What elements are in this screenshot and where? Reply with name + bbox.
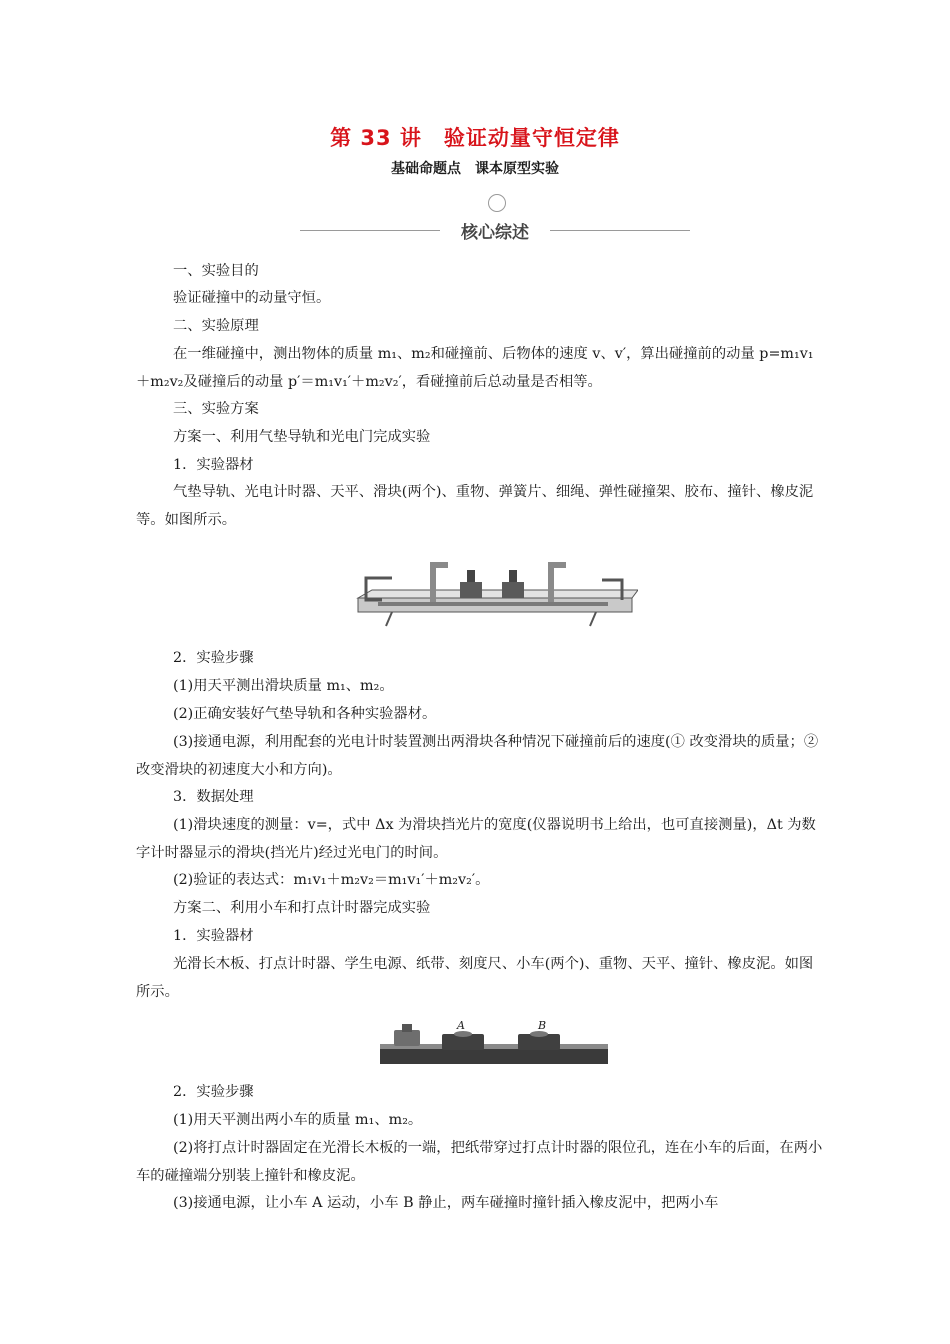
paragraph: 方案一、利用气垫导轨和光电门完成实验 <box>173 429 431 445</box>
step-item: (2)将打点计时器固定在光滑长木板的一端，把纸带穿过打点计时器的限位孔，连在小车的后面，在两小车的碰撞端分别装上撞针和橡皮泥。 <box>136 1140 823 1184</box>
cart-b-label: B <box>538 1019 547 1032</box>
divider-right <box>550 230 690 231</box>
section-label: 核心综述 <box>461 223 529 243</box>
heading-data: 3．数据处理 <box>173 789 254 805</box>
paragraph: 验证碰撞中的动量守恒。 <box>173 290 331 306</box>
step-item: (3)接通电源，让小车 A 运动，小车 B 静止，两车碰撞时撞针插入橡皮泥中，把两小车 <box>173 1195 719 1211</box>
step-item: (1)用天平测出两小车的质量 m₁、m₂。 <box>173 1112 423 1128</box>
air-track-figure <box>352 560 638 632</box>
heading-principle: 二、实验原理 <box>173 318 259 334</box>
paragraph: 光滑长木板、打点计时器、学生电源、纸带、刻度尺、小车(两个)、重物、天平、撞针、橡皮泥。如图所示。 <box>136 956 814 1000</box>
heading-steps: 2．实验步骤 <box>173 1084 254 1100</box>
cart-a-label: A <box>457 1019 465 1032</box>
paper-plane-icon <box>488 194 506 212</box>
paragraph: 方案二、利用小车和打点计时器完成实验 <box>173 900 431 916</box>
heading-purpose: 一、实验目的 <box>173 263 259 279</box>
cart-figure <box>380 1018 608 1066</box>
section-header <box>300 212 690 246</box>
paragraph: (2)验证的表达式：m₁v₁＋m₂v₂＝m₁v₁′＋m₂v₂′。 <box>173 872 490 888</box>
heading-steps: 2．实验步骤 <box>173 650 254 666</box>
step-item: (3)接通电源，利用配套的光电计时装置测出两滑块各种情况下碰撞前后的速度(① 改变滑块的质量；②改变滑块的初速度大小和方向)。 <box>136 734 819 778</box>
page-title: 第 33 讲 验证动量守恒定律 <box>330 126 620 150</box>
step-item: (2)正确安装好气垫导轨和各种实验器材。 <box>173 706 437 722</box>
heading-materials: 1．实验器材 <box>173 928 254 944</box>
step-item: (1)用天平测出滑块质量 m₁、m₂。 <box>173 678 394 694</box>
page-subtitle: 基础命题点 课本原型实验 <box>391 161 559 177</box>
paragraph: 气垫导轨、光电计时器、天平、滑块(两个)、重物、弹簧片、细绳、弹性碰撞架、胶布、撞针、橡皮泥等。如图所示。 <box>136 484 814 528</box>
heading-plan: 三、实验方案 <box>173 401 259 417</box>
heading-materials: 1．实验器材 <box>173 457 254 473</box>
paragraph: (1)滑块速度的测量：v=，式中 Δx 为滑块挡光片的宽度(仪器说明书上给出，也可直接测量)，Δt 为数字计时器显示的滑块(挡光片)经过光电门的时间。 <box>136 817 816 861</box>
paragraph: 在一维碰撞中，测出物体的质量 m₁、m₂和碰撞前、后物体的速度 v、v′，算出碰撞前的动量 p=m₁v₁＋m₂v₂及碰撞后的动量 p′＝m₁v₁′＋m₂v₂′，看碰撞前后总动量是否相等。 <box>136 346 814 390</box>
